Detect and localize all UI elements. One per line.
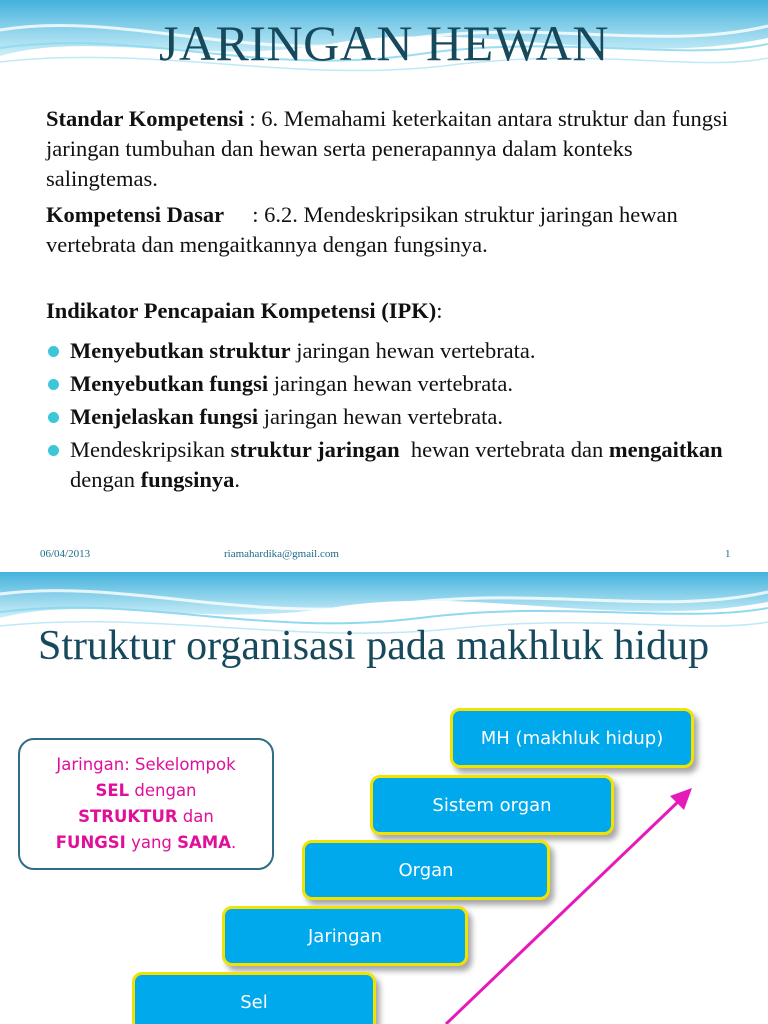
footer-email: riamahardika@gmail.com: [224, 548, 339, 560]
bullet-icon: [48, 445, 59, 456]
sk-label: Standar Kompetensi: [46, 106, 244, 131]
bullet-icon: [48, 379, 59, 390]
definition-bold: STRUKTUR: [78, 807, 178, 826]
bullet-icon: [48, 412, 59, 423]
definition-text: Jaringan: Sekelompok: [56, 755, 236, 774]
definition-text: yang: [125, 833, 178, 852]
standar-kompetensi: [46, 104, 736, 194]
bullet-text: jaringan hewan vertebrata.: [290, 338, 536, 363]
level-box-mh: MH (makhluk hidup): [450, 708, 694, 768]
list-item: [46, 402, 746, 432]
ipk-list: [46, 336, 746, 498]
bullet-text: hewan vertebrata dan: [399, 437, 609, 462]
bullet-text: Mendeskripsikan: [70, 437, 231, 462]
bullet-icon: [48, 346, 59, 357]
kd-text: : 6.2. Mendeskripsikan struktur jaringan hewan vertebrata dan mengaitkannya dengan fungsinya.: [46, 202, 684, 257]
kompetensi-dasar: [46, 200, 736, 260]
footer-page-number: 1: [725, 548, 731, 560]
level-box-sel: Sel: [132, 972, 376, 1024]
bullet-text: jaringan hewan vertebrata.: [258, 404, 504, 429]
ipk-label: Indikator Pencapaian Kompetensi (IPK): [46, 298, 437, 323]
bullet-bold: Menjelaskan fungsi: [70, 404, 259, 429]
bullet-bold: mengaitkan: [608, 437, 723, 462]
bullet-bold: fungsinya: [140, 467, 235, 492]
sk-text: : 6. Memahami keterkaitan antara struktur dan fungsi jaringan tumbuhan dan hewan serta penerapannya dalam konteks salingtemas.: [46, 106, 728, 191]
list-item: [46, 435, 746, 495]
level-box-jaringan: Jaringan: [222, 906, 468, 966]
bullet-text: dengan: [70, 437, 729, 492]
bullet-bold: Menyebutkan fungsi: [70, 371, 269, 396]
bullet-bold: Menyebutkan struktur: [70, 338, 291, 363]
slide-2: [0, 572, 768, 1024]
definition-text: dengan: [129, 781, 197, 800]
bullet-text: .: [234, 467, 241, 492]
definition-text: .: [230, 833, 237, 852]
slide-title: Struktur organisasi pada makhluk hidup: [38, 623, 710, 669]
kd-label: Kompetensi Dasar: [46, 202, 225, 227]
slide-title: JARINGAN HEWAN: [158, 15, 610, 71]
footer-date: 06/04/2013: [40, 548, 91, 560]
level-box-sistem-organ: Sistem organ: [370, 775, 614, 835]
ipk-colon: :: [436, 298, 443, 323]
bullet-bold: struktur jaringan: [230, 437, 400, 462]
bullet-text: jaringan hewan vertebrata.: [268, 371, 514, 396]
ipk-heading: [46, 296, 736, 326]
definition-text: dan: [177, 807, 214, 826]
definition-bold: SAMA: [177, 833, 231, 852]
definition-bold: SEL: [95, 781, 130, 800]
level-box-organ: Organ: [302, 840, 550, 900]
list-item: [46, 336, 746, 366]
definition-bold: FUNGSI: [55, 833, 126, 852]
list-item: [46, 369, 746, 399]
